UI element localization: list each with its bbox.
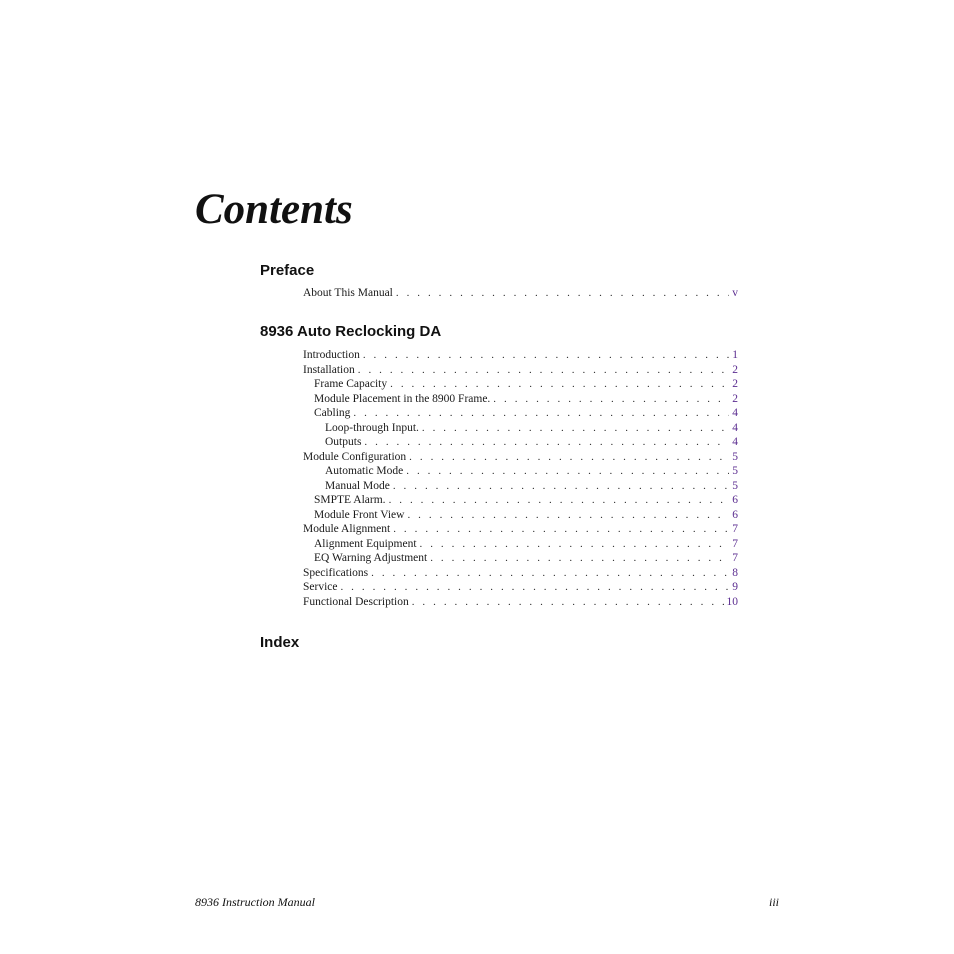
toc-page-link[interactable]: 2 (732, 392, 738, 405)
toc-leader-dots (358, 363, 730, 378)
toc-page-link[interactable]: 7 (732, 537, 738, 550)
toc-entry-title: Module Front View (314, 508, 405, 521)
toc-leader-dots (364, 435, 729, 450)
toc-entry-title: Introduction (303, 349, 360, 361)
toc-page-link[interactable]: 8 (732, 566, 738, 579)
toc-entry-introduction[interactable] (303, 348, 738, 363)
toc-page-link[interactable]: 6 (732, 508, 738, 521)
toc-leader-dots (389, 493, 730, 508)
toc-entry-module-configuration[interactable] (303, 450, 738, 465)
toc-entry-title: Module Configuration (303, 450, 407, 463)
toc-leader-dots (412, 595, 724, 610)
toc-entry-about-this-manual[interactable] (303, 286, 738, 301)
toc-page-link[interactable]: 4 (732, 407, 738, 419)
toc-entry-module-alignment[interactable] (303, 522, 738, 537)
toc-leader-dots (390, 377, 729, 392)
toc-entry-title: Alignment Equipment (314, 537, 417, 550)
section-heading-index[interactable]: Index (260, 634, 300, 651)
toc-entry-title: Frame Capacity (314, 378, 388, 390)
toc-entry-title: SMPTE Alarm. (314, 494, 386, 506)
toc-entry-loop-through-input[interactable] (303, 421, 738, 436)
toc-entry-smpte-alarm[interactable] (303, 493, 738, 508)
toc-leader-dots (393, 479, 729, 494)
section-heading-preface[interactable]: Preface (260, 262, 315, 279)
toc-leader-dots (407, 508, 729, 523)
toc-entry-title: Service (303, 581, 338, 593)
section-heading-reclocking-da[interactable]: 8936 Auto Reclocking DA (260, 323, 442, 340)
toc-entry-title: Functional Description (303, 595, 409, 608)
toc-leader-dots (371, 566, 729, 581)
toc-page-link[interactable]: 4 (732, 421, 738, 434)
toc-page-link[interactable]: 5 (732, 479, 738, 492)
toc-leader-dots (409, 450, 729, 465)
toc-entry-outputs[interactable] (303, 435, 738, 450)
toc-entry-title: Automatic Mode (325, 465, 404, 477)
toc-leader-dots (396, 286, 729, 301)
toc-entry-manual-mode[interactable] (303, 479, 738, 494)
toc-page-link[interactable]: v (732, 287, 738, 299)
toc-entry-title: EQ Warning Adjustment (314, 552, 428, 564)
toc-page-link[interactable]: 2 (732, 378, 738, 390)
toc-page-link[interactable]: 1 (732, 349, 738, 361)
toc-entry-module-front-view[interactable] (303, 508, 738, 523)
toc-leader-dots (493, 392, 729, 407)
toc-page-link[interactable]: 10 (726, 595, 738, 608)
toc-leader-dots (422, 421, 729, 436)
toc-leader-dots (420, 537, 730, 552)
toc-entry-title: Loop-through Input. (325, 421, 419, 434)
toc-entry-title: Cabling (314, 407, 351, 419)
toc-entry-functional-description[interactable] (303, 595, 738, 610)
toc-entry-title: Outputs (325, 436, 362, 448)
toc-entry-title: Module Placement in the 8900 Frame. (314, 392, 491, 405)
toc-entry-eq-warning-adjustment[interactable] (303, 551, 738, 566)
toc-page-link[interactable]: 4 (732, 436, 738, 448)
toc-page-link[interactable]: 2 (732, 363, 738, 376)
footer-page-number: iii (769, 895, 780, 909)
toc-leader-dots (340, 580, 729, 595)
toc-entry-installation[interactable] (303, 363, 738, 378)
toc-leader-dots (393, 522, 729, 537)
toc-entry-service[interactable] (303, 580, 738, 595)
toc-leader-dots (363, 348, 729, 363)
toc-entry-specifications[interactable] (303, 566, 738, 581)
toc-entry-module-placement[interactable] (303, 392, 738, 407)
footer-manual-title: 8936 Instruction Manual (195, 895, 315, 909)
toc-page-link[interactable]: 7 (732, 523, 738, 535)
toc-page-link[interactable]: 5 (732, 465, 738, 477)
toc-entry-title: Installation (303, 363, 355, 376)
toc-entry-alignment-equipment[interactable] (303, 537, 738, 552)
toc-page-link[interactable]: 7 (732, 552, 738, 564)
toc-entry-title: About This Manual (303, 287, 393, 299)
toc-leader-dots (353, 406, 729, 421)
toc-entry-frame-capacity[interactable] (303, 377, 738, 392)
toc-entry-cabling[interactable] (303, 406, 738, 421)
toc-entry-title: Manual Mode (325, 479, 390, 492)
toc-leader-dots (430, 551, 729, 566)
toc-entry-automatic-mode[interactable] (303, 464, 738, 479)
toc-list-preface (303, 286, 738, 301)
toc-list-reclocking-da (303, 348, 738, 609)
toc-page-link[interactable]: 9 (732, 581, 738, 593)
page-title: Contents (195, 186, 353, 233)
toc-page-link[interactable]: 6 (732, 494, 738, 506)
toc-entry-title: Specifications (303, 566, 369, 579)
toc-entry-title: Module Alignment (303, 523, 391, 535)
toc-leader-dots (406, 464, 729, 479)
toc-page-link[interactable]: 5 (732, 450, 738, 463)
